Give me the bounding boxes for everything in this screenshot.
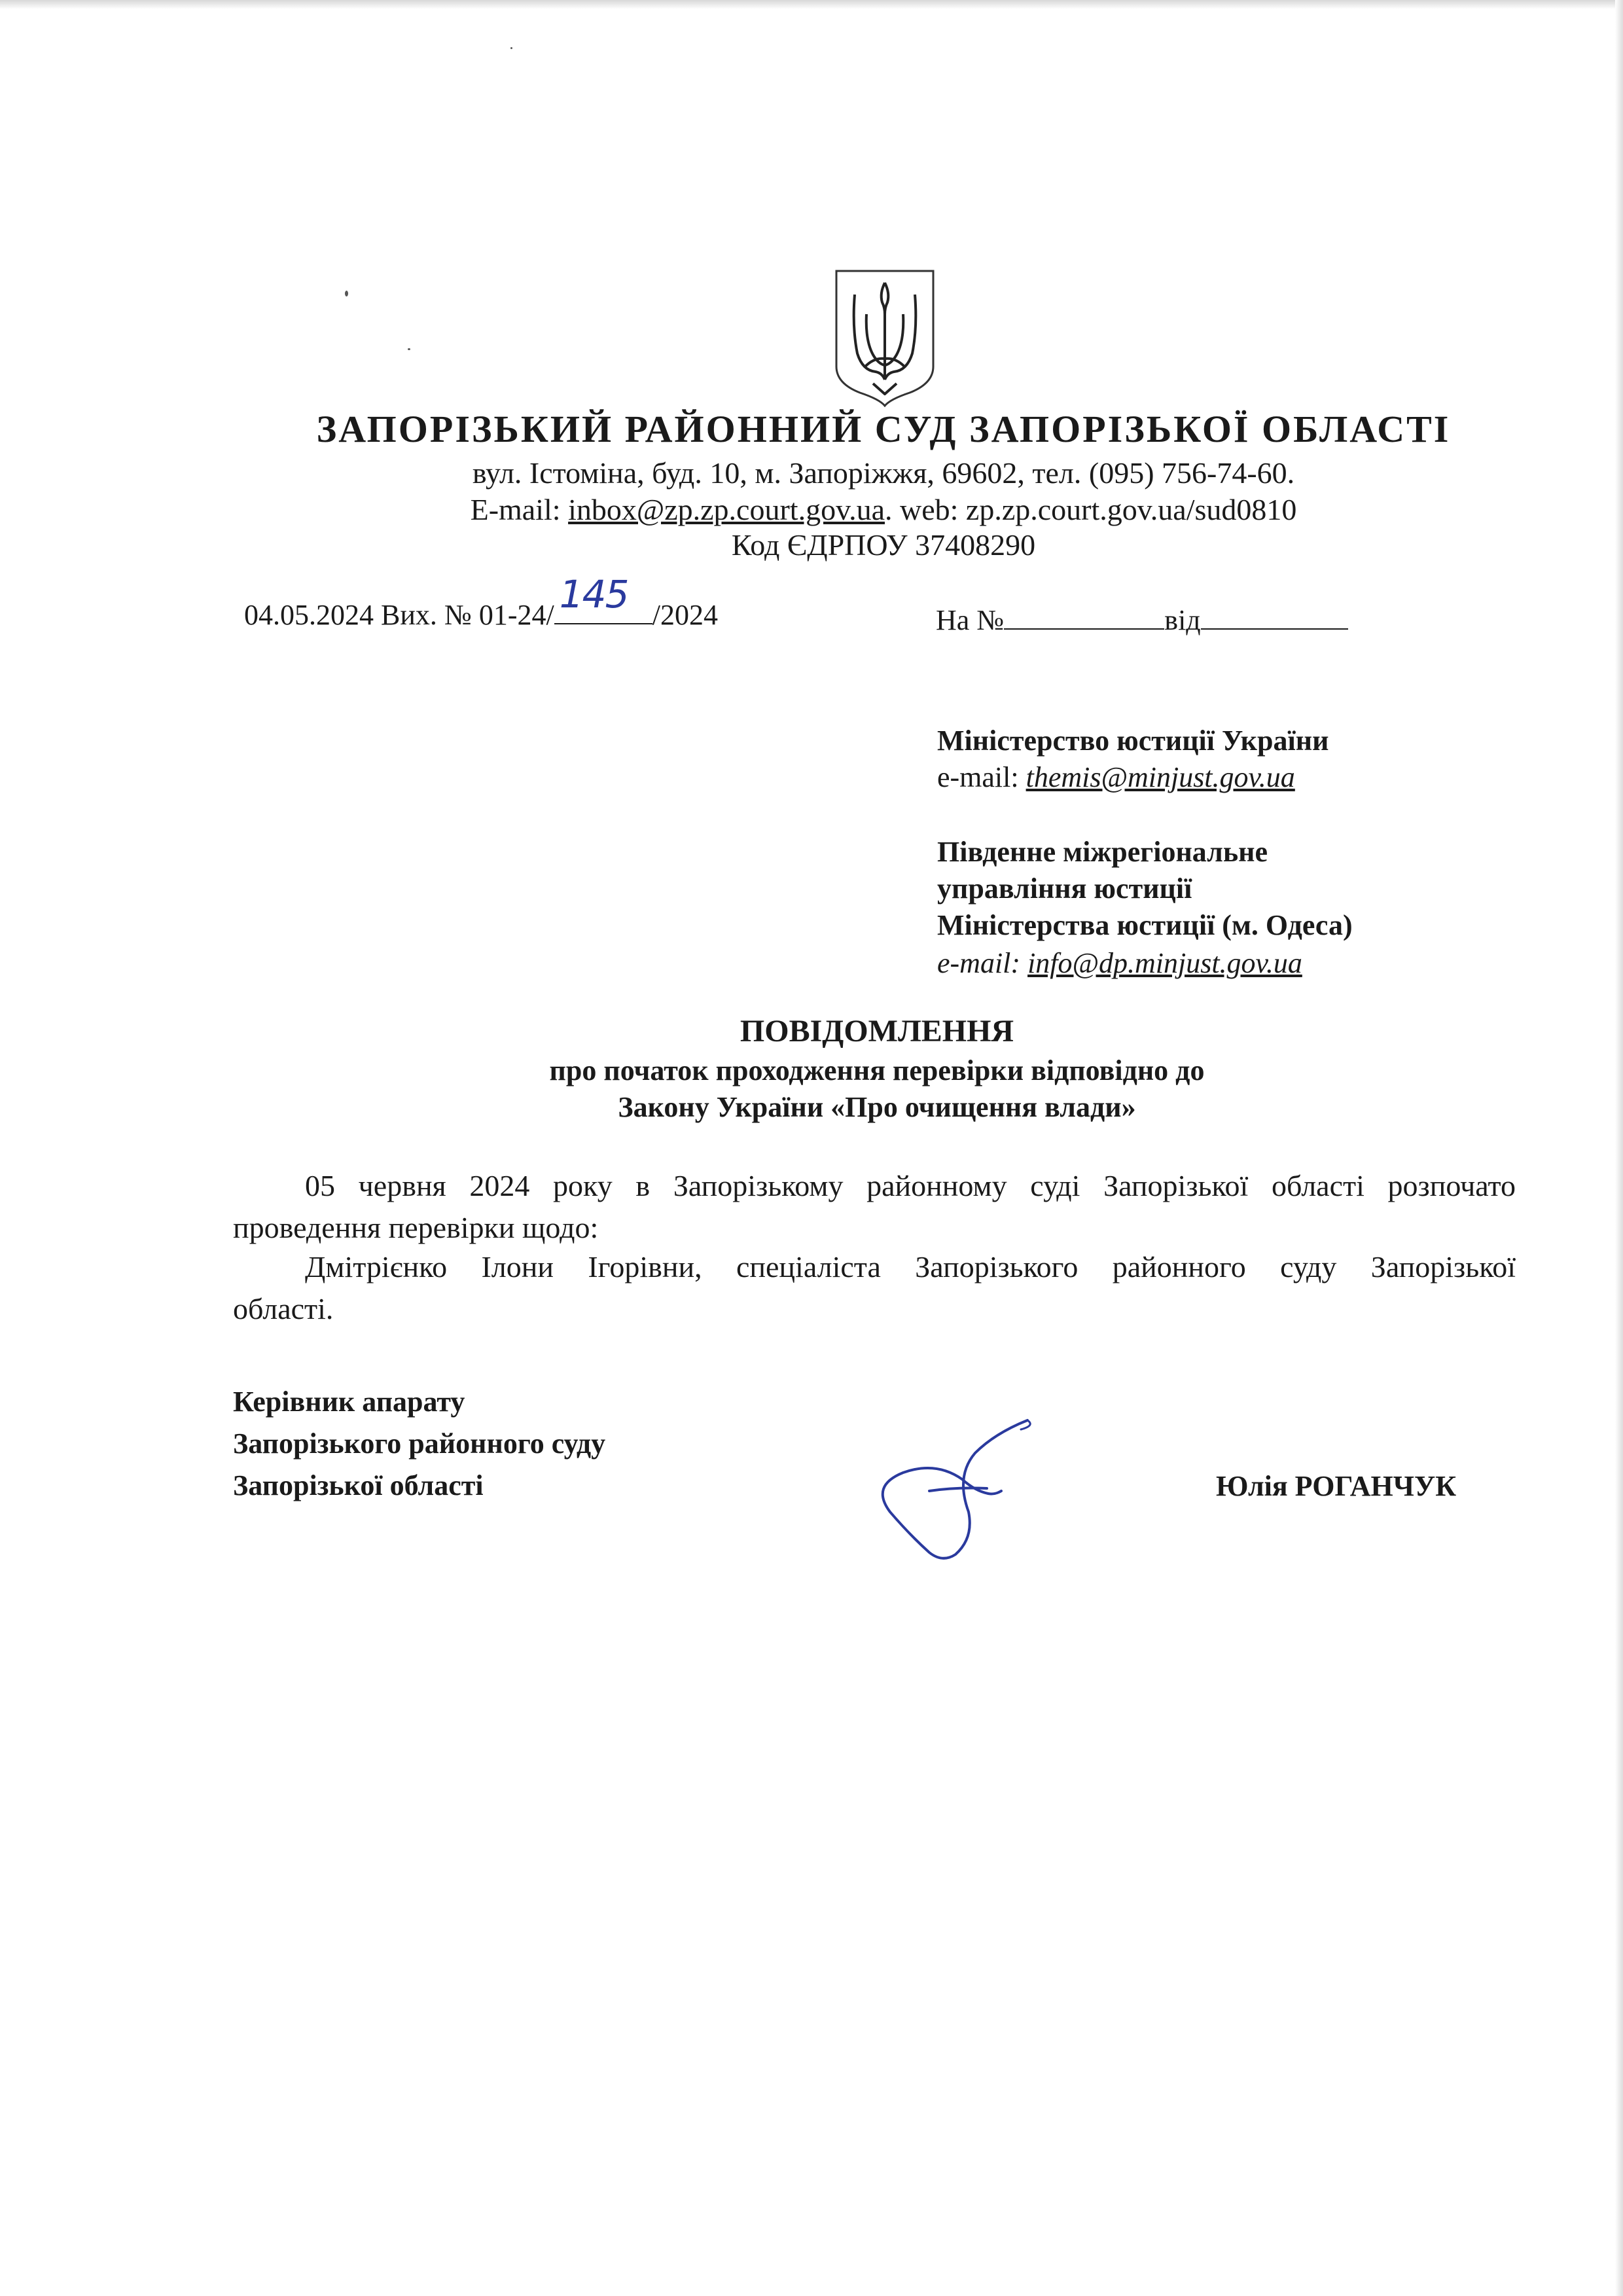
document-subtitle-line-2: Закону України «Про очищення влади» xyxy=(618,1091,1136,1123)
addressee-2-email-label: e-mail: xyxy=(937,947,1028,979)
handwritten-number: 145 xyxy=(559,572,628,617)
addressee-2-name-line-3: Міністерства юстиції (м. Одеса) xyxy=(937,909,1353,941)
signatory-position xyxy=(233,1381,605,1507)
handwritten-signature-icon xyxy=(864,1414,1054,1564)
address-text: вул. Істоміна, буд. 10, м. Запоріжжя, 69602, тел. (095) 756-74-60. xyxy=(472,456,1295,490)
addressee-2-email-link[interactable]: info@dp.minjust.gov.ua xyxy=(1027,947,1302,979)
outgoing-prefix: 04.05.2024 Вих. № 01-24/ xyxy=(244,599,554,631)
position-line-3: Запорізької області xyxy=(233,1469,484,1501)
paragraph-2-line-1: Дмітрієнко Ілони Ігорівни, спеціаліста Запорізького районного суду Запорізької xyxy=(305,1250,1516,1283)
addressee-2-name-line-2: управління юстиції xyxy=(937,872,1192,905)
email-label: E-mail: xyxy=(470,493,569,526)
court-email-link[interactable]: inbox@zp.zp.court.gov.ua xyxy=(568,493,885,526)
addressee-1-email-link[interactable]: themis@minjust.gov.ua xyxy=(1026,761,1295,793)
court-address xyxy=(0,456,1623,490)
court-web: . web: zp.zp.court.gov.ua/sud0810 xyxy=(885,493,1297,526)
incoming-from-label: від xyxy=(1164,604,1201,636)
position-line-2: Запорізького районного суду xyxy=(233,1427,606,1460)
paragraph-2-line-2: області. xyxy=(233,1292,334,1325)
scan-speck xyxy=(510,47,512,49)
incoming-number-blank xyxy=(1004,602,1164,630)
position-line-1: Керівник апарату xyxy=(233,1386,465,1418)
edrpou-code: Код ЄДРПОУ 37408290 xyxy=(731,528,1036,562)
court-contacts xyxy=(0,492,1623,527)
scan-edge-right xyxy=(1615,0,1623,2296)
signer-name: Юлія РОГАНЧУК xyxy=(1216,1470,1457,1502)
document-subtitle-line-1: про початок проходження перевірки відповідно до xyxy=(549,1054,1205,1086)
addressee-2-name-line-1: Південне міжрегіональне xyxy=(937,836,1268,868)
addressee-1-email-label: e-mail: xyxy=(937,761,1026,793)
paragraph-1-line-2: проведення перевірки щодо: xyxy=(233,1211,599,1244)
body-paragraph-2 xyxy=(233,1246,1516,1330)
outgoing-reference xyxy=(244,572,718,632)
scan-speck xyxy=(345,291,348,296)
incoming-date-blank xyxy=(1201,602,1348,630)
incoming-label: На № xyxy=(936,604,1005,636)
body-paragraph-1 xyxy=(233,1165,1516,1249)
paragraph-1-line-1: 05 червня 2024 року в Запорізькому районному суді Запорізької області розпочато xyxy=(305,1169,1516,1202)
scan-speck xyxy=(408,348,410,350)
addressee-1-name: Міністерство юстиції України xyxy=(937,725,1329,757)
scan-edge-top xyxy=(0,0,1623,9)
trident-emblem-icon xyxy=(832,268,937,407)
addressee-2-email xyxy=(937,946,1302,980)
court-name: ЗАПОРІЗЬКИЙ РАЙОННИЙ СУД ЗАПОРІЗЬКОЇ ОБЛАСТІ xyxy=(316,408,1451,450)
incoming-reference xyxy=(936,602,1348,637)
outgoing-suffix: /2024 xyxy=(652,599,718,631)
outgoing-number-blank xyxy=(554,572,652,624)
addressee-1-email xyxy=(937,761,1295,794)
document-title: ПОВІДОМЛЕННЯ xyxy=(740,1014,1014,1049)
